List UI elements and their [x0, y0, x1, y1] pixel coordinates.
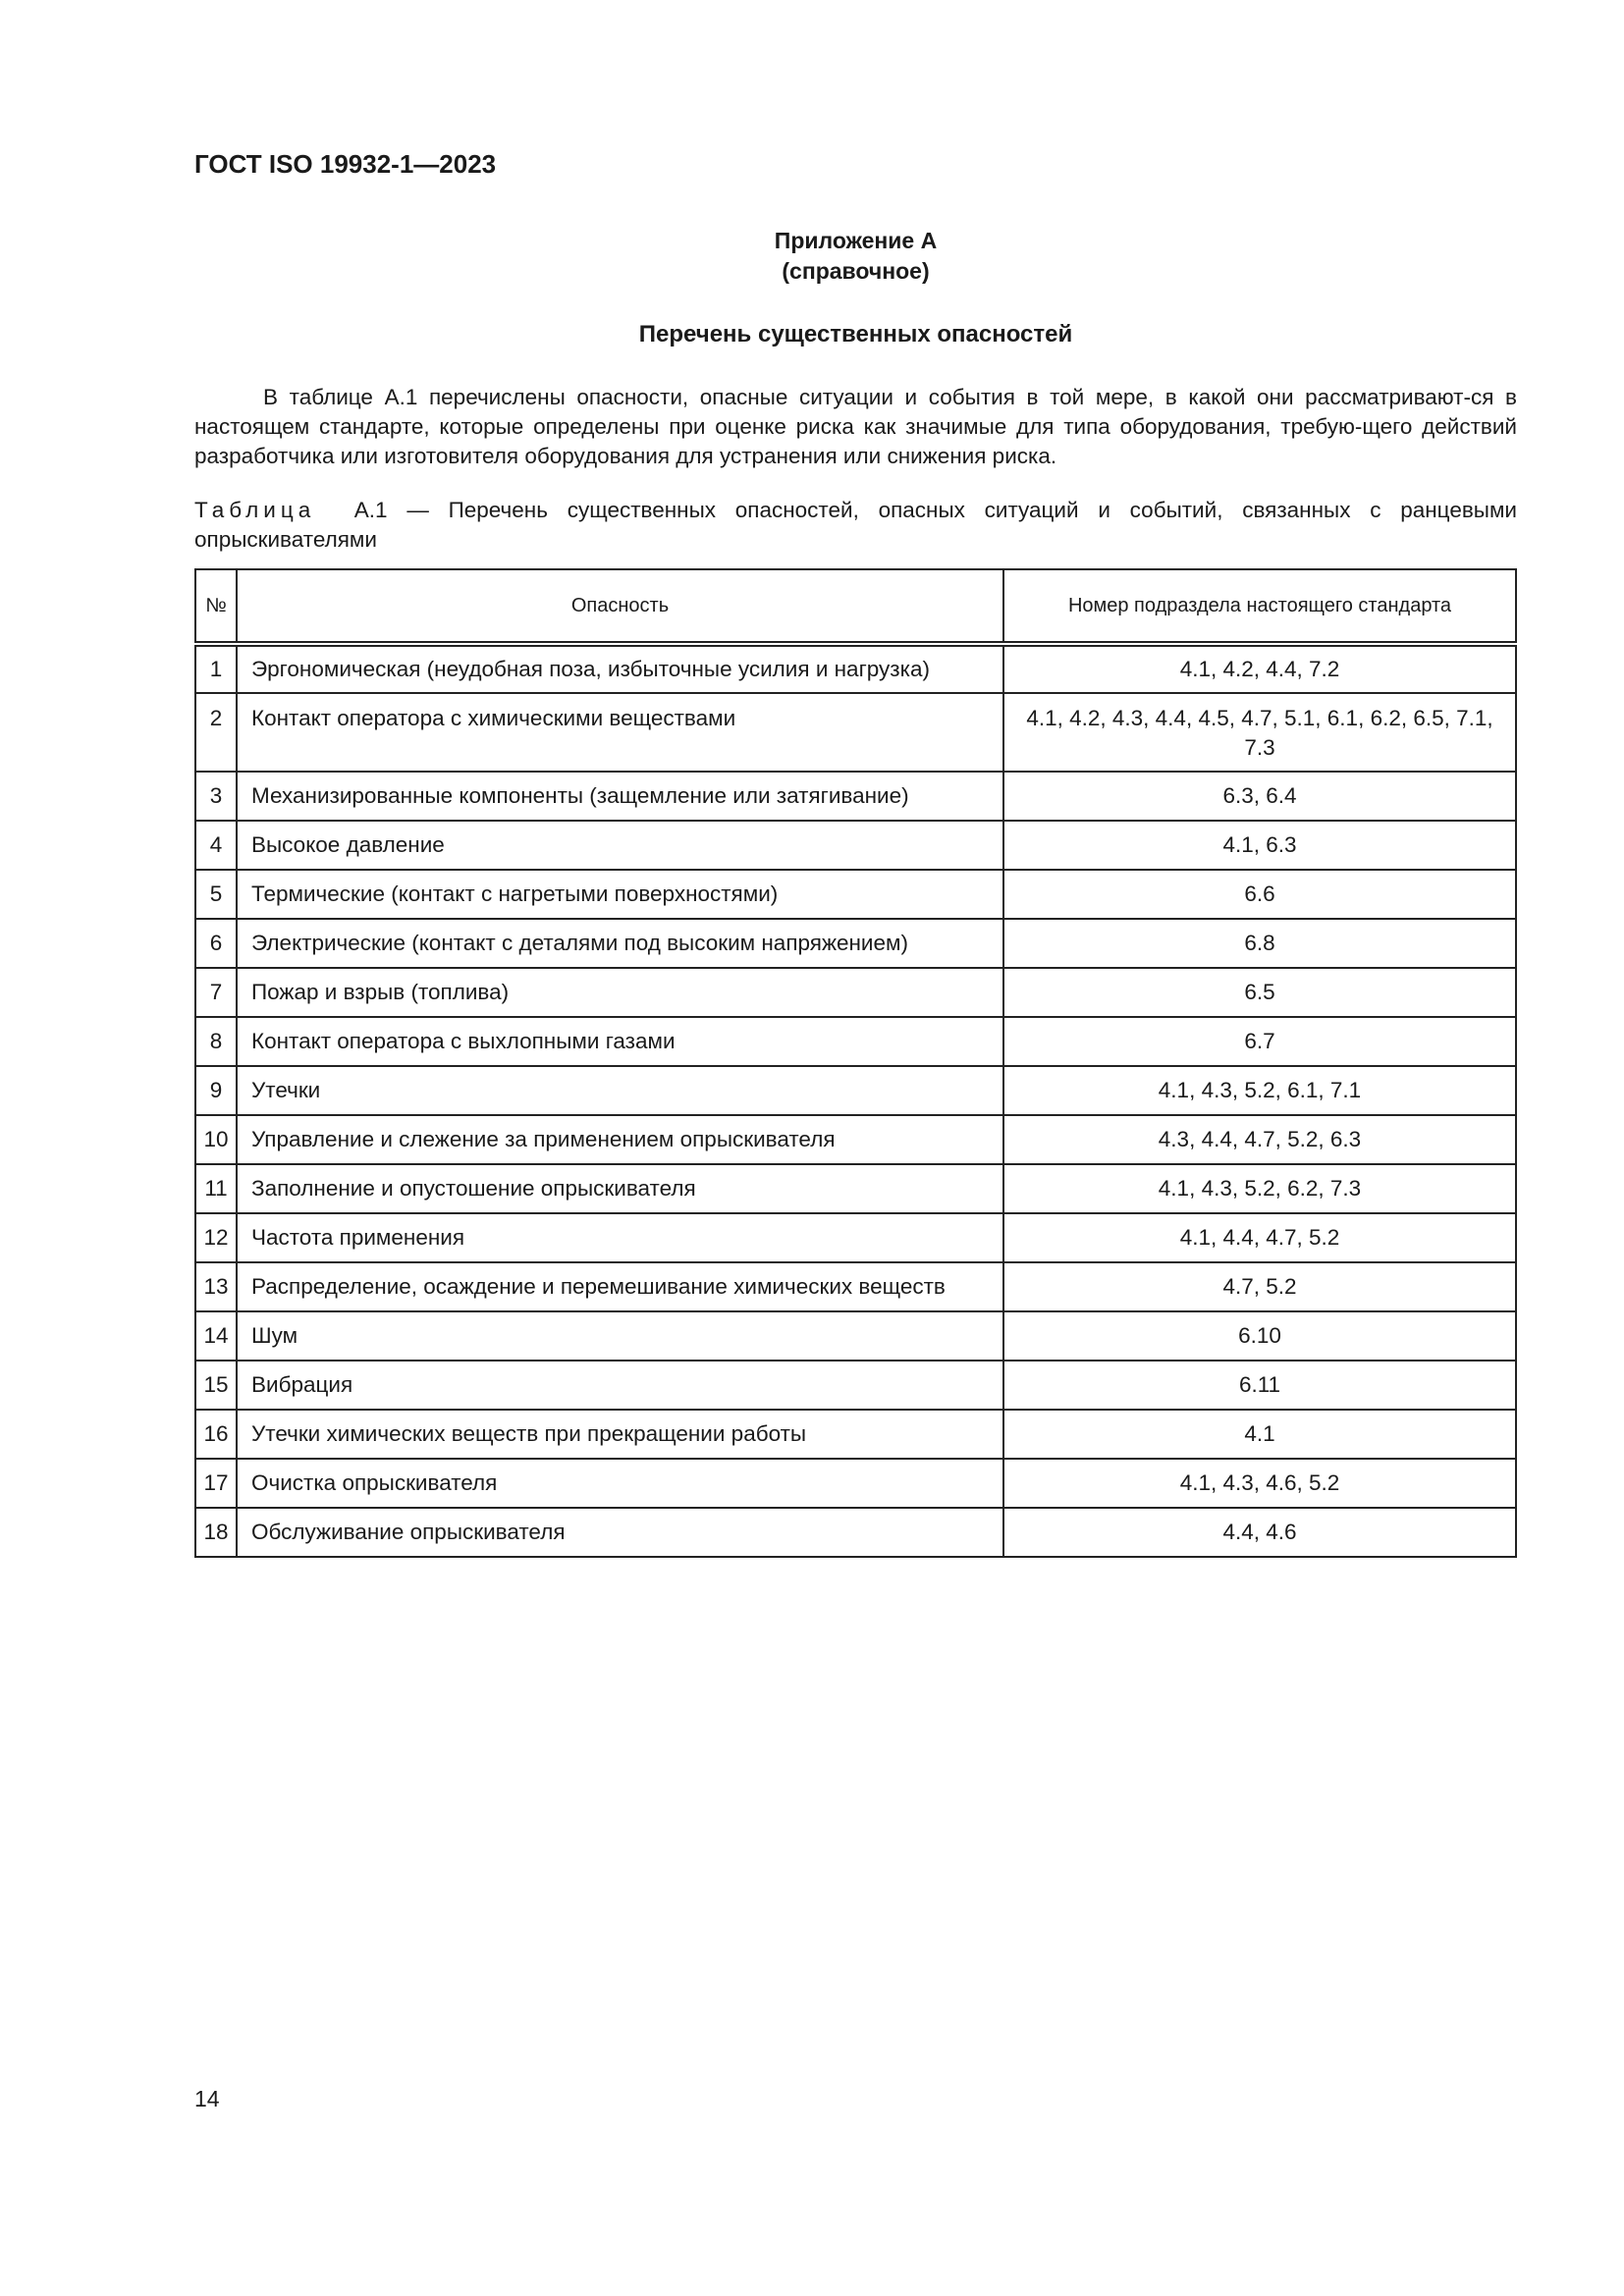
row-number: 10	[195, 1115, 237, 1164]
row-reference: 4.1, 4.2, 4.4, 7.2	[1003, 644, 1516, 693]
row-number: 17	[195, 1459, 237, 1508]
row-reference: 6.8	[1003, 919, 1516, 968]
row-number: 18	[195, 1508, 237, 1557]
row-reference: 4.3, 4.4, 4.7, 5.2, 6.3	[1003, 1115, 1516, 1164]
row-reference: 4.1, 4.3, 5.2, 6.1, 7.1	[1003, 1066, 1516, 1115]
caption-text: А.1 — Перечень существенных опасностей, опасных ситуаций и событий, связанных с ранцевыми опрыскивателями	[194, 498, 1517, 552]
header-reference: Номер подраздела настоящего стандарта	[1003, 569, 1516, 644]
row-number: 6	[195, 919, 237, 968]
row-number: 9	[195, 1066, 237, 1115]
table-caption	[194, 496, 1517, 555]
row-reference: 4.1, 6.3	[1003, 821, 1516, 870]
row-number: 12	[195, 1213, 237, 1262]
section-title: Перечень существенных опасностей	[638, 321, 1073, 347]
hazards-table	[194, 568, 1517, 1558]
row-number: 5	[195, 870, 237, 919]
row-number: 7	[195, 968, 237, 1017]
row-hazard: Утечки химических веществ при прекращении работы	[237, 1410, 1003, 1459]
table-row	[195, 1459, 1516, 1508]
row-hazard: Пожар и взрыв (топлива)	[237, 968, 1003, 1017]
row-reference: 4.7, 5.2	[1003, 1262, 1516, 1311]
table-row	[195, 1508, 1516, 1557]
table-header-row	[195, 569, 1516, 644]
table-row	[195, 1311, 1516, 1361]
row-reference: 6.5	[1003, 968, 1516, 1017]
row-reference: 4.1, 4.3, 4.6, 5.2	[1003, 1459, 1516, 1508]
row-number: 1	[195, 644, 237, 693]
row-reference: 6.7	[1003, 1017, 1516, 1066]
row-reference: 4.4, 4.6	[1003, 1508, 1516, 1557]
row-hazard: Частота применения	[237, 1213, 1003, 1262]
table-row	[195, 870, 1516, 919]
row-hazard: Контакт оператора с выхлопными газами	[237, 1017, 1003, 1066]
table-row	[195, 1213, 1516, 1262]
row-reference: 4.1	[1003, 1410, 1516, 1459]
table-row	[195, 1164, 1516, 1213]
row-reference: 6.10	[1003, 1311, 1516, 1361]
table-row	[195, 1262, 1516, 1311]
table-row	[195, 772, 1516, 821]
table-row	[195, 1066, 1516, 1115]
table-row	[195, 821, 1516, 870]
row-number: 13	[195, 1262, 237, 1311]
row-number: 8	[195, 1017, 237, 1066]
table-row	[195, 1115, 1516, 1164]
intro-paragraph: В таблице А.1 перечислены опасности, опасные ситуации и события в той мере, в какой они рассматривают-ся в настоящем стандарте, которые определены при оценке риска как значимые для типа оборудования, требую-щего действий разработчика или изготовителя оборудования для устранения или снижения риска.	[194, 385, 1517, 468]
table-row	[195, 1410, 1516, 1459]
row-number: 3	[195, 772, 237, 821]
header-number: №	[195, 569, 237, 644]
row-hazard: Контакт оператора с химическими веществами	[237, 693, 1003, 772]
row-hazard: Электрические (контакт с деталями под высоким напряжением)	[237, 919, 1003, 968]
row-number: 14	[195, 1311, 237, 1361]
row-reference: 4.1, 4.4, 4.7, 5.2	[1003, 1213, 1516, 1262]
annex-subtitle: (справочное)	[782, 258, 930, 284]
row-hazard: Вибрация	[237, 1361, 1003, 1410]
row-hazard: Очистка опрыскивателя	[237, 1459, 1003, 1508]
row-hazard: Обслуживание опрыскивателя	[237, 1508, 1003, 1557]
row-hazard: Шум	[237, 1311, 1003, 1361]
row-reference: 4.1, 4.3, 5.2, 6.2, 7.3	[1003, 1164, 1516, 1213]
document-id: ГОСТ ISO 19932-1—2023	[194, 149, 497, 179]
row-hazard: Распределение, осаждение и перемешивание химических веществ	[237, 1262, 1003, 1311]
row-hazard: Управление и слежение за применением опрыскивателя	[237, 1115, 1003, 1164]
annex-title: Приложение А	[774, 228, 938, 253]
row-number: 15	[195, 1361, 237, 1410]
row-number: 16	[195, 1410, 237, 1459]
header-hazard: Опасность	[237, 569, 1003, 644]
row-hazard: Заполнение и опустошение опрыскивателя	[237, 1164, 1003, 1213]
table-row	[195, 693, 1516, 772]
table-row	[195, 1361, 1516, 1410]
row-reference: 6.11	[1003, 1361, 1516, 1410]
row-reference: 6.3, 6.4	[1003, 772, 1516, 821]
page-number: 14	[194, 2086, 220, 2111]
table-row	[195, 644, 1516, 693]
table-row	[195, 1017, 1516, 1066]
caption-label: Таблица	[194, 498, 316, 522]
row-hazard: Механизированные компоненты (защемление или затягивание)	[237, 772, 1003, 821]
table-row	[195, 919, 1516, 968]
row-hazard: Эргономическая (неудобная поза, избыточные усилия и нагрузка)	[237, 644, 1003, 693]
row-reference: 4.1, 4.2, 4.3, 4.4, 4.5, 4.7, 5.1, 6.1, 6.2, 6.5, 7.1, 7.3	[1003, 693, 1516, 772]
row-number: 2	[195, 693, 237, 772]
row-reference: 6.6	[1003, 870, 1516, 919]
row-hazard: Термические (контакт с нагретыми поверхностями)	[237, 870, 1003, 919]
row-hazard: Утечки	[237, 1066, 1003, 1115]
row-hazard: Высокое давление	[237, 821, 1003, 870]
row-number: 11	[195, 1164, 237, 1213]
table-row	[195, 968, 1516, 1017]
row-number: 4	[195, 821, 237, 870]
